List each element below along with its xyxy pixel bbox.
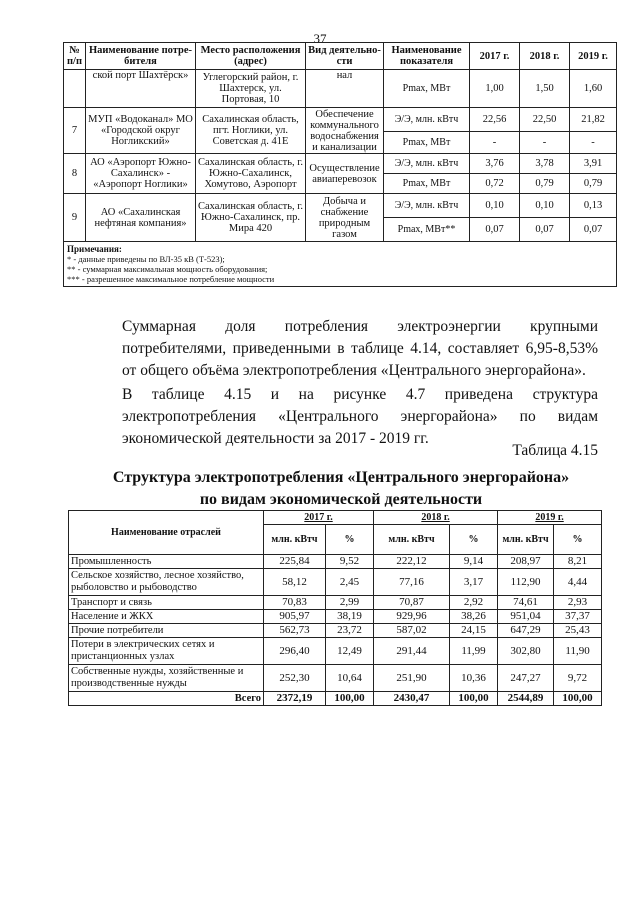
- consumer-activity: Осуществление авиаперевозок: [306, 154, 384, 194]
- value-cell: 10,64: [326, 665, 374, 692]
- table-row: [69, 624, 602, 638]
- value-cell: 8,21: [554, 555, 602, 569]
- table-row: [64, 70, 617, 108]
- header-2017: 2017 г.: [470, 43, 520, 70]
- value-2019: -: [570, 132, 617, 154]
- header-2018: 2018 г.: [520, 43, 570, 70]
- value-cell: 2,45: [326, 569, 374, 596]
- value-cell: 562,73: [264, 624, 326, 638]
- industry-name: Транспорт и связь: [69, 596, 264, 610]
- consumers-header-row: [64, 43, 617, 70]
- consumption-structure-table: [68, 510, 602, 706]
- total-label: Всего: [69, 692, 264, 706]
- value-cell: 3,17: [450, 569, 498, 596]
- value-cell: 12,49: [326, 638, 374, 665]
- value-cell: 647,29: [498, 624, 554, 638]
- value-cell: 11,99: [450, 638, 498, 665]
- value-cell: 58,12: [264, 569, 326, 596]
- header-unit: млн. кВтч: [374, 525, 450, 555]
- value-2017: 22,56: [470, 108, 520, 132]
- industry-name: Сельское хозяйство, лесное хозяйство, рыболовство и рыбоводство: [69, 569, 264, 596]
- header-activity: Вид деятельно-сти: [306, 43, 384, 70]
- value-cell: 23,72: [326, 624, 374, 638]
- consumer-activity: нал: [306, 70, 384, 108]
- value-cell: 38,19: [326, 610, 374, 624]
- consumer-address: Сахалинская область, г. Южно-Сахалинск, Хомутово, Аэропорт: [196, 154, 306, 194]
- header-industry: Наименование отраслей: [69, 511, 264, 555]
- value-2019: 0,13: [570, 194, 617, 218]
- value-cell: 951,04: [498, 610, 554, 624]
- indicator-label: Э/Э, млн. кВтч: [384, 108, 470, 132]
- industry-name: Прочие потребители: [69, 624, 264, 638]
- value-cell: 77,16: [374, 569, 450, 596]
- header-consumer: Наименование потре-бителя: [86, 43, 196, 70]
- indicator-label: Э/Э, млн. кВтч: [384, 194, 470, 218]
- header-year-2017: 2017 г.: [264, 511, 374, 525]
- industry-name: Потери в электрических сетях и пристанционных узлах: [69, 638, 264, 665]
- consumers-table: [63, 42, 617, 287]
- header-2019: 2019 г.: [570, 43, 617, 70]
- value-2017: 0,72: [470, 174, 520, 194]
- value-cell: 252,30: [264, 665, 326, 692]
- table-title-line-1: Структура электропотребления «Центрального энергорайона»: [112, 469, 570, 486]
- value-2018: 3,78: [520, 154, 570, 174]
- value-cell: 9,14: [450, 555, 498, 569]
- total-value: 2544,89: [498, 692, 554, 706]
- row-num: 8: [64, 154, 86, 194]
- note-item: * - данные приведены по ВЛ-35 кВ (Т-523);: [67, 254, 225, 264]
- value-cell: 296,40: [264, 638, 326, 665]
- paragraph-share: Суммарная доля потребления электроэнергии крупными потребителями, приведенными в таблице 4.14, составляет 6,95-8,53% от общего объёма электропотребления «Центрального энергорайона».: [122, 318, 598, 379]
- row-num: 9: [64, 194, 86, 242]
- total-value: 2430,47: [374, 692, 450, 706]
- value-cell: 251,90: [374, 665, 450, 692]
- table-row: [69, 569, 602, 596]
- table-row: [69, 638, 602, 665]
- value-2018: 0,10: [520, 194, 570, 218]
- value-cell: 2,99: [326, 596, 374, 610]
- value-cell: 225,84: [264, 555, 326, 569]
- indicator-label: Pmax, МВт: [384, 174, 470, 194]
- page-number: 37: [313, 31, 327, 46]
- consumer-activity: Обеспечение коммунального водоснабжения и канализации: [306, 108, 384, 154]
- value-2017: 0,10: [470, 194, 520, 218]
- value-cell: 208,97: [498, 555, 554, 569]
- table-row: [64, 194, 617, 218]
- value-cell: 70,83: [264, 596, 326, 610]
- total-row: [69, 692, 602, 706]
- industry-name: Население и ЖКХ: [69, 610, 264, 624]
- value-cell: 4,44: [554, 569, 602, 596]
- value-cell: 10,36: [450, 665, 498, 692]
- table-row: [64, 108, 617, 132]
- value-2019: 1,60: [570, 70, 617, 108]
- value-2017: 1,00: [470, 70, 520, 108]
- total-value: 100,00: [326, 692, 374, 706]
- indicator-label: Pmax, МВт**: [384, 218, 470, 242]
- table-row: [69, 610, 602, 624]
- indicator-label: Э/Э, млн. кВтч: [384, 154, 470, 174]
- value-2019: 0,07: [570, 218, 617, 242]
- header-year-2018: 2018 г.: [374, 511, 498, 525]
- header-address: Место расположения (адрес): [196, 43, 306, 70]
- total-value: 100,00: [450, 692, 498, 706]
- indicator-label: Pmax, МВт: [384, 132, 470, 154]
- value-cell: 9,52: [326, 555, 374, 569]
- header-year-2019: 2019 г.: [498, 511, 602, 525]
- value-cell: 112,90: [498, 569, 554, 596]
- consumer-name: МУП «Водоканал» МО «Городской округ Ногликский»: [86, 108, 196, 154]
- paragraph-structure: В таблице 4.15 и на рисунке 4.7 приведена структура электропотребления «Центрального энергорайона» по видам экономической деятельности за 2017 - 2019 гг.: [122, 386, 598, 447]
- value-cell: 587,02: [374, 624, 450, 638]
- header-num: № п/п: [64, 43, 86, 70]
- value-cell: 37,37: [554, 610, 602, 624]
- table-row: [69, 555, 602, 569]
- value-2017: 3,76: [470, 154, 520, 174]
- consumer-name: ской порт Шахтёрск»: [86, 70, 196, 108]
- value-cell: 70,87: [374, 596, 450, 610]
- value-cell: 905,97: [264, 610, 326, 624]
- value-cell: 302,80: [498, 638, 554, 665]
- header-pct: %: [450, 525, 498, 555]
- value-2019: 0,79: [570, 174, 617, 194]
- value-2018: 22,50: [520, 108, 570, 132]
- row-num: 7: [64, 108, 86, 154]
- table-title-line-2: по видам экономической деятельности: [199, 491, 483, 508]
- table-title: [84, 467, 598, 511]
- value-cell: 24,15: [450, 624, 498, 638]
- consumer-address: Сахалинская область, пгт. Ноглики, ул. Советская д. 41Е: [196, 108, 306, 154]
- value-cell: 222,12: [374, 555, 450, 569]
- value-cell: 2,92: [450, 596, 498, 610]
- table-row: [69, 596, 602, 610]
- value-2017: -: [470, 132, 520, 154]
- consumer-name: АО «Аэропорт Южно-Сахалинск» - «Аэропорт Ноглики»: [86, 154, 196, 194]
- structure-header-row: [69, 511, 602, 525]
- header-unit: млн. кВтч: [264, 525, 326, 555]
- consumer-name: АО «Сахалинская нефтяная компания»: [86, 194, 196, 242]
- header-indicator: Наименование показателя: [384, 43, 470, 70]
- table-row: [64, 154, 617, 174]
- table-notes: [64, 242, 617, 287]
- value-2018: -: [520, 132, 570, 154]
- note-item: *** - разрешенное максимальное потребление мощности: [67, 274, 275, 284]
- value-cell: 74,61: [498, 596, 554, 610]
- value-2018: 0,79: [520, 174, 570, 194]
- notes-row: [64, 242, 617, 287]
- indicator-label: Pmax, МВт: [384, 70, 470, 108]
- value-cell: 247,27: [498, 665, 554, 692]
- header-unit: млн. кВтч: [498, 525, 554, 555]
- industry-name: Промышленность: [69, 555, 264, 569]
- consumer-address: Углегорский район, г. Шахтерск, ул. Портовая, 10: [196, 70, 306, 108]
- value-cell: 11,90: [554, 638, 602, 665]
- industry-name: Собственные нужды, хозяйственные и производственные нужды: [69, 665, 264, 692]
- value-2018: 0,07: [520, 218, 570, 242]
- table-row: [69, 665, 602, 692]
- value-2018: 1,50: [520, 70, 570, 108]
- total-value: 100,00: [554, 692, 602, 706]
- notes-title: Примечания:: [67, 244, 122, 254]
- value-cell: 2,93: [554, 596, 602, 610]
- consumer-address: Сахалинская область, г. Южно-Сахалинск, пр. Мира 420: [196, 194, 306, 242]
- value-cell: 38,26: [450, 610, 498, 624]
- header-pct: %: [326, 525, 374, 555]
- total-value: 2372,19: [264, 692, 326, 706]
- header-pct: %: [554, 525, 602, 555]
- value-2019: 21,82: [570, 108, 617, 132]
- value-2017: 0,07: [470, 218, 520, 242]
- row-num: [64, 70, 86, 108]
- table-label: Таблица 4.15: [512, 442, 598, 459]
- value-cell: 929,96: [374, 610, 450, 624]
- value-cell: 9,72: [554, 665, 602, 692]
- value-2019: 3,91: [570, 154, 617, 174]
- value-cell: 25,43: [554, 624, 602, 638]
- value-cell: 291,44: [374, 638, 450, 665]
- consumer-activity: Добыча и снабжение природным газом: [306, 194, 384, 242]
- note-item: ** - суммарная максимальная мощность оборудования;: [67, 264, 268, 274]
